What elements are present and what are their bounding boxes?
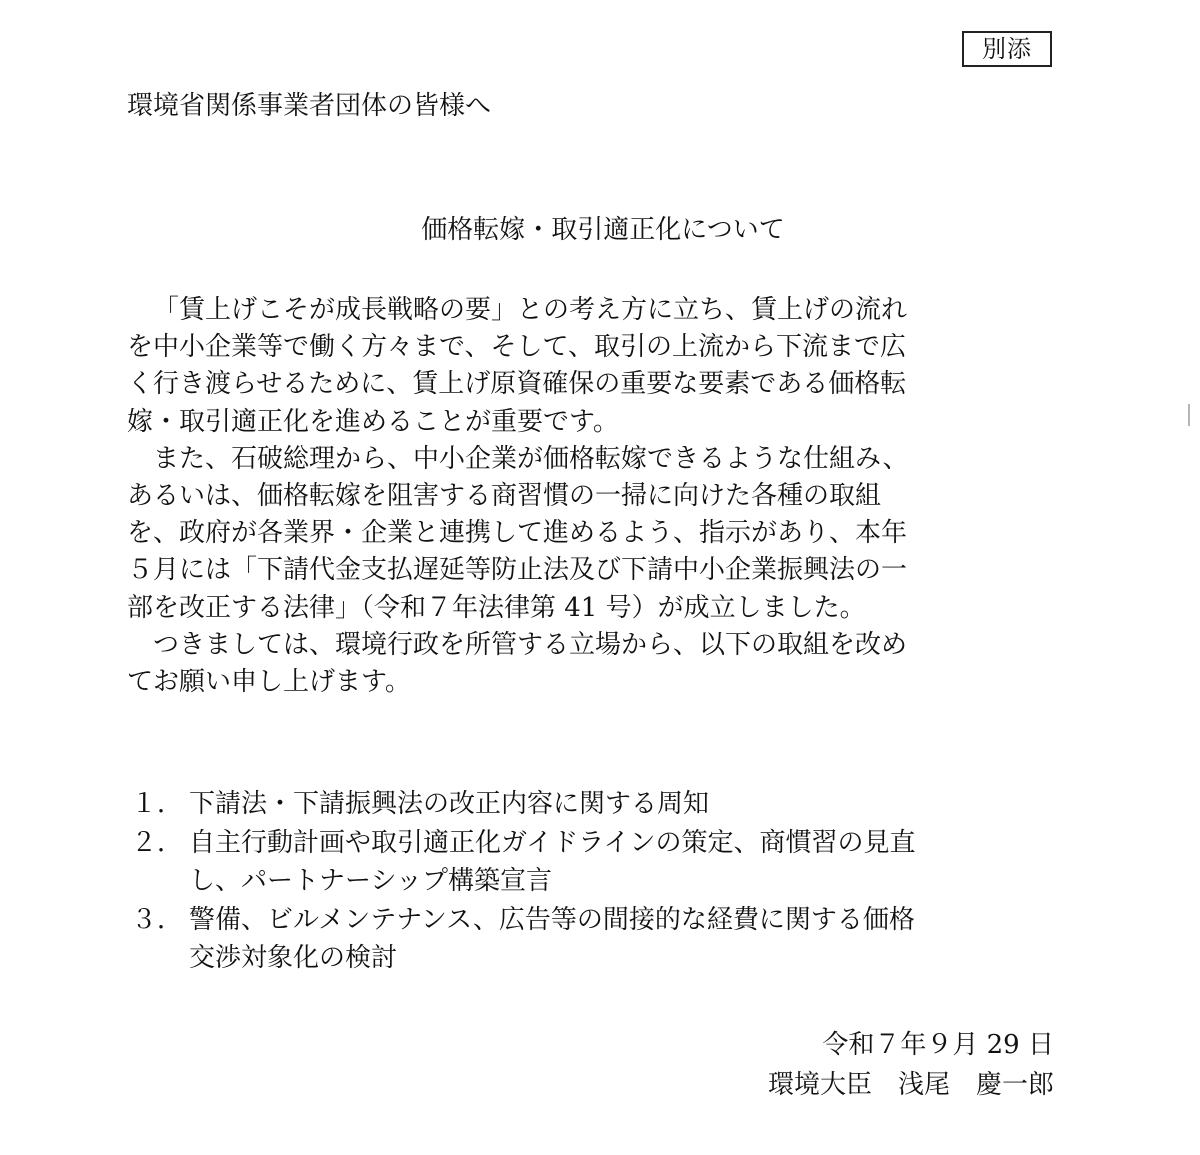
list-item: [131, 901, 1071, 940]
list-text: し、パートナーシップ構築宣言: [189, 866, 552, 896]
body-line: く行き渡らせるために、賃上げ原資確保の重要な要素である価格転: [127, 369, 907, 400]
scan-artifact: [1188, 404, 1190, 426]
list-number: ３．: [131, 904, 184, 935]
request-list: [131, 785, 1071, 978]
addressee: 環境省関係事業者団体の皆様へ: [127, 91, 492, 121]
list-number: １．: [131, 789, 184, 819]
body-line: 部を改正する法律」（令和７年法律第 41 号）が成立しました。: [127, 592, 866, 623]
list-text: 警備、ビルメンテナンス、広告等の間接的な経費に関する価格: [189, 904, 915, 935]
list-text: 下請法・下請振興法の改正内容に関する周知: [189, 789, 710, 819]
body-line: ５月には「下請代金支払遅延等防止法及び下請中小企業振興法の一: [127, 555, 908, 586]
body-text: [127, 292, 1067, 701]
list-number: ２．: [131, 827, 184, 858]
body-line: 嫁・取引適正化を進めることが重要です。: [127, 406, 619, 437]
body-line: を中小企業等で働く方々まで、そして、取引の上流から下流まで広: [127, 332, 906, 363]
list-item-continuation: [131, 939, 1071, 978]
body-line: 「賃上げこそが成長戦略の要」との考え方に立ち、賃上げの流れ: [153, 295, 908, 325]
body-line: てお願い申し上げます。: [127, 666, 411, 697]
list-number-spacer: [131, 939, 189, 978]
list-item-continuation: [131, 862, 1071, 901]
list-item: [131, 824, 1071, 863]
document-title: 価格転嫁・取引適正化について: [421, 215, 785, 245]
attachment-label: 別添: [962, 31, 1052, 67]
body-line: つきましては、環境行政を所管する立場から、以下の取組を改め: [153, 629, 908, 660]
body-line: を、政府が各業界・企業と連携して進めるよう、指示があり、本年: [127, 518, 908, 549]
list-text: 交渉対象化の検討: [189, 943, 398, 973]
body-line: また、石破総理から、中小企業が価格転嫁できるような仕組み、: [153, 443, 909, 474]
signatory: 環境大臣 浅尾 慶一郎: [767, 1070, 1054, 1100]
list-number-spacer: [131, 862, 189, 901]
body-line: あるいは、価格転嫁を阻害する商習慣の一掃に向けた各種の取組: [127, 480, 882, 511]
signature-block: [768, 1025, 1054, 1105]
list-text: 自主行動計画や取引適正化ガイドラインの策定、商慣習の見直: [189, 827, 916, 858]
list-item: [131, 785, 1071, 824]
document-date: 令和７年９月 29 日: [822, 1030, 1054, 1060]
